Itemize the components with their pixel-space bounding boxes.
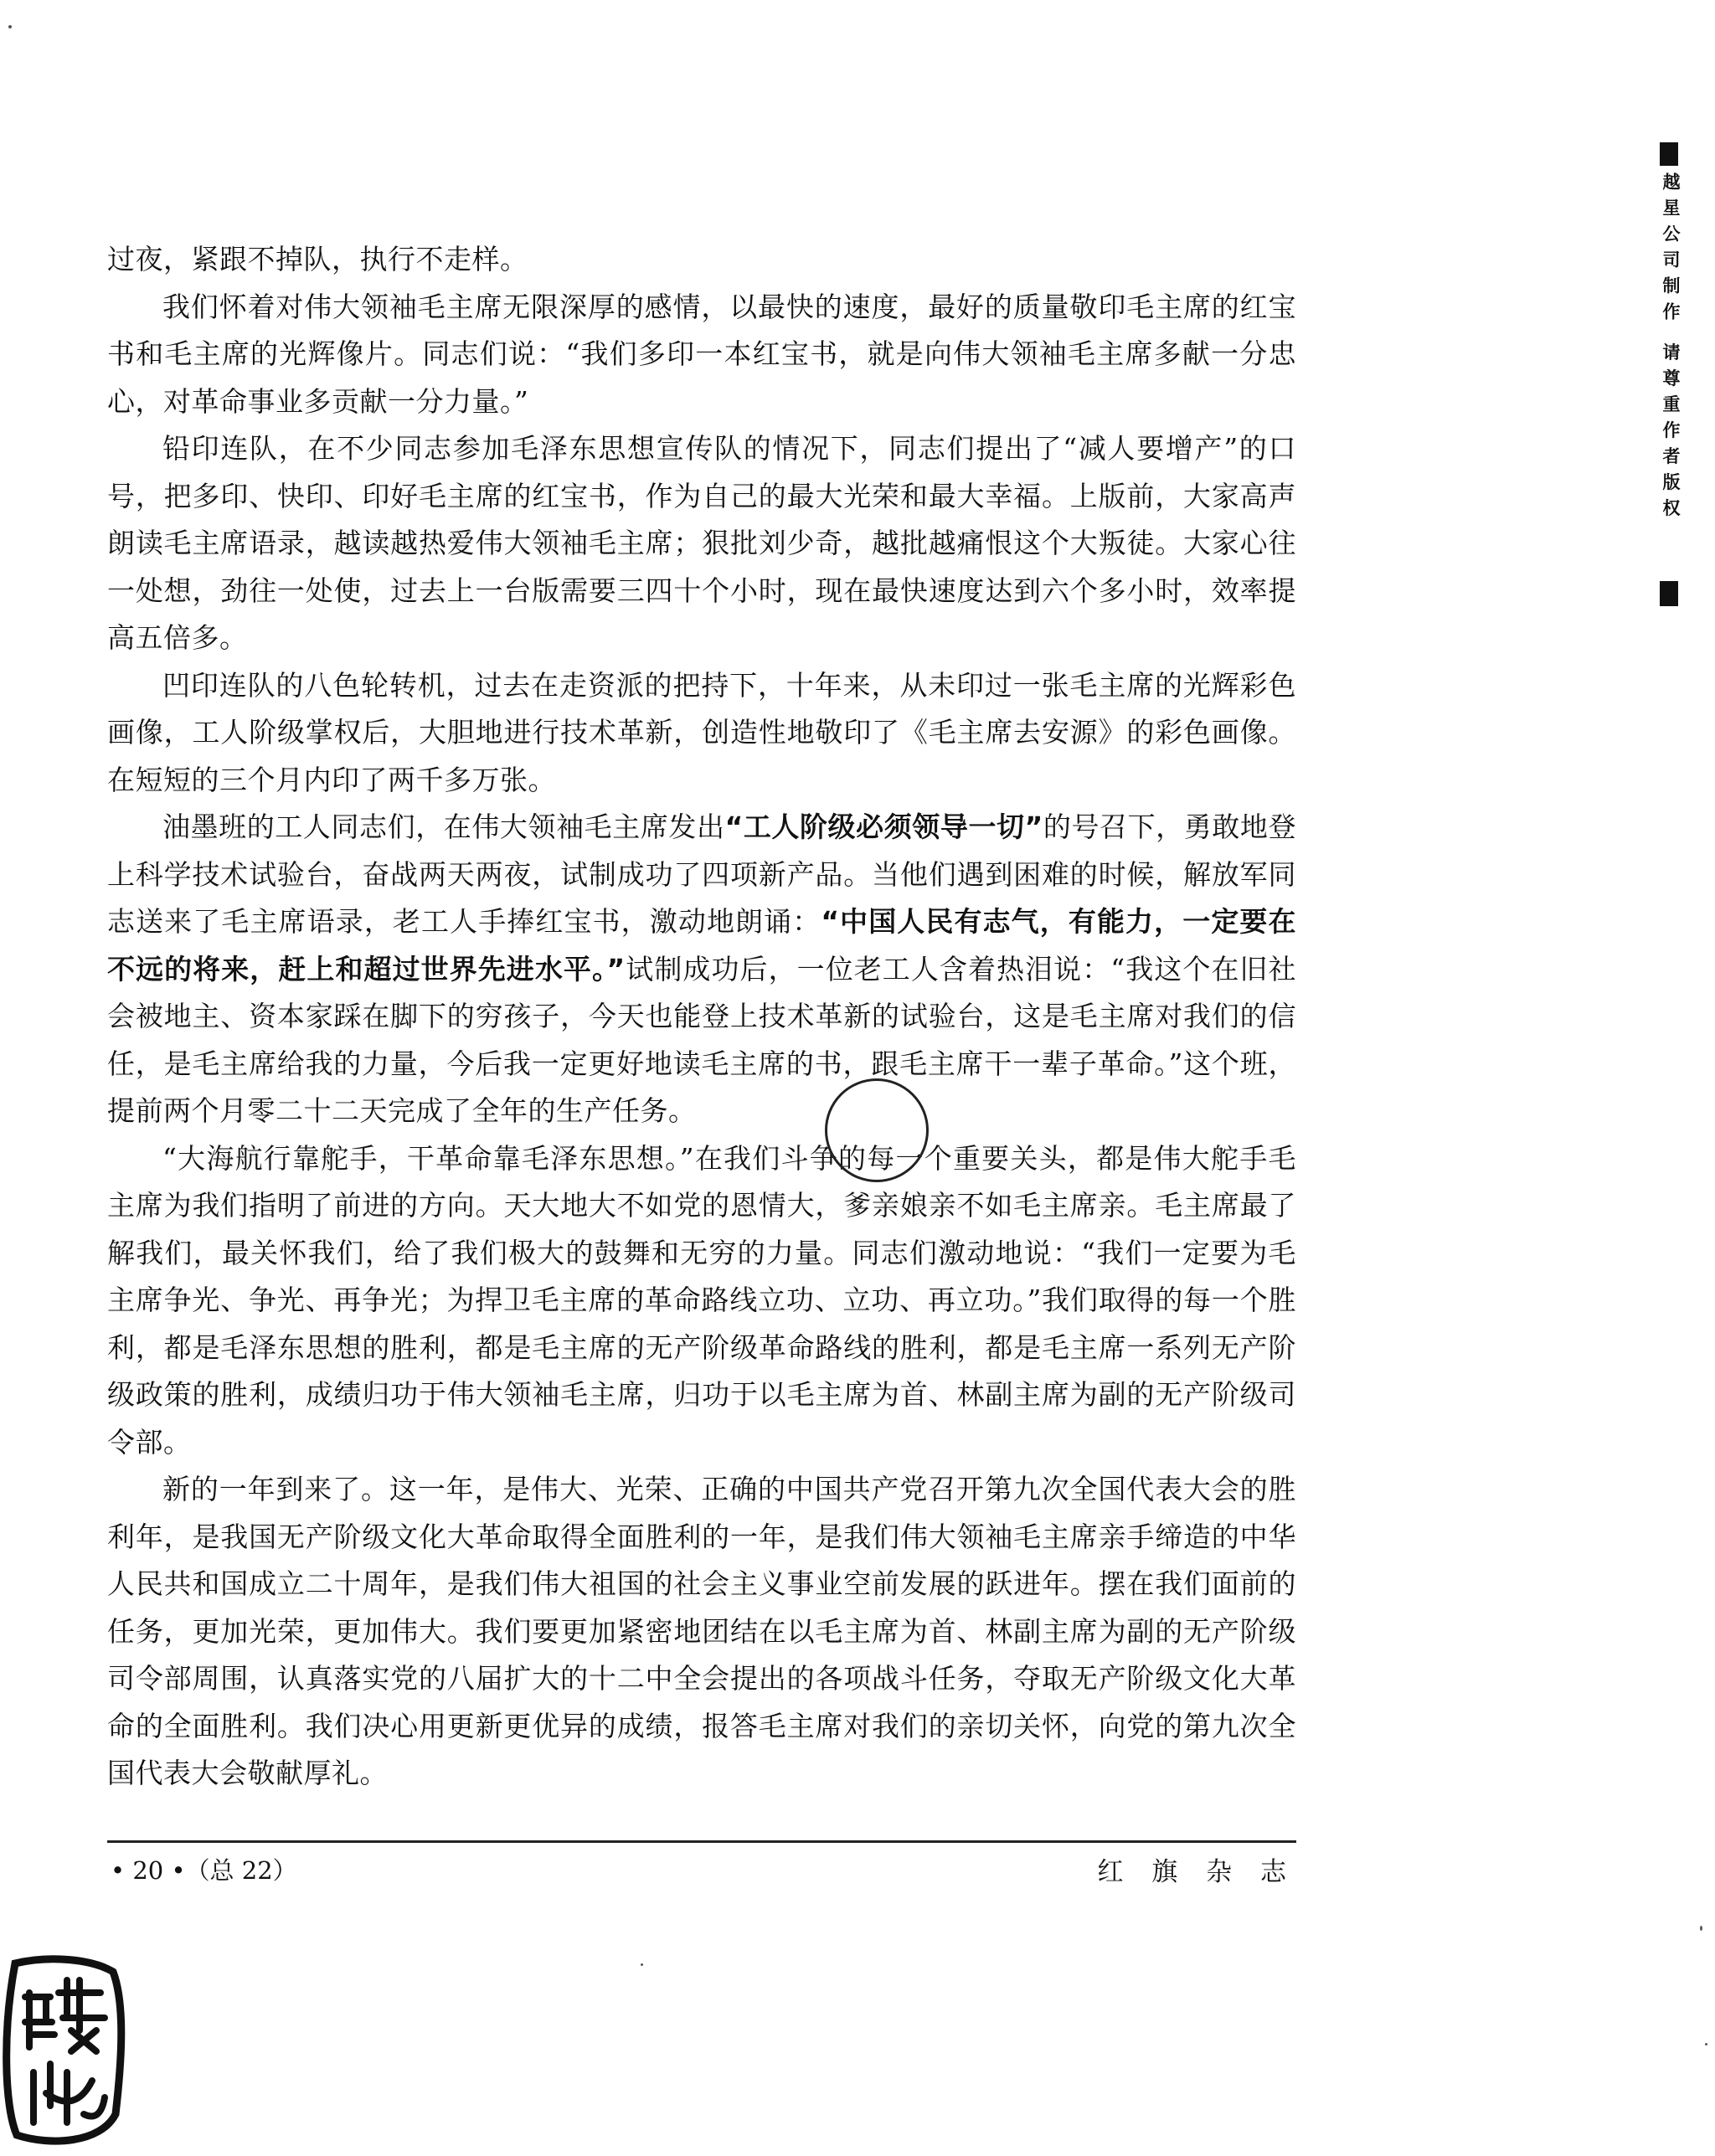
page-number: • 20 •（总 22）	[111, 1856, 297, 1885]
paragraph-2: 我们怀着对伟大领袖毛主席无限深厚的感情，以最快的速度，最好的质量敬印毛主席的红宝书和毛主席的光辉像片。同志们说：“我们多印一本红宝书，就是向伟大领袖毛主席多献一分忠心，对革命事业多贡献一分力量。”	[107, 290, 1296, 418]
side-copyright-banner	[1656, 142, 1682, 628]
article-body	[107, 236, 1296, 1798]
seal-stamp-icon	[0, 1955, 126, 2148]
paragraph-6: “大海航行靠舵手，干革命靠毛泽东思想。”在我们斗争的每一个重要关头，都是伟大舵手毛主席为我们指明了前进的方向。天大地大不如党的恩情大，爹亲娘亲不如毛主席亲。毛主席最了解我们，最关怀我们，给了我们极大的鼓舞和无穷的力量。同志们激动地说：“我们一定要为毛主席争光、争光、再争光；为捍卫毛主席的革命路线立功、立功、再立功。”我们取得的每一个胜利，都是毛泽东思想的胜利，都是毛主席的无产阶级革命路线的胜利，都是毛主席一系列无产阶级政策的胜利，成绩归功于伟大领袖毛主席，归功于以毛主席为首、林副主席为副的无产阶级司令部。	[107, 1141, 1296, 1459]
banner-bar-bottom	[1660, 581, 1678, 606]
scan-speck	[8, 25, 12, 28]
scan-speck	[1700, 1926, 1702, 1931]
paragraph-3: 铅印连队，在不少同志参加毛泽东思想宣传队的情况下，同志们提出了“减人要增产”的口号，把多印、快印、印好毛主席的红宝书，作为自己的最大光荣和最大幸福。上版前，大家高声朗读毛主席语录，越读越热爱伟大领袖毛主席；狠批刘少奇，越批越痛恨这个大叛徒。大家心往一处想，劲往一处使，过去上一台版需要三四十个小时，现在最快速度达到六个多小时，效率提高五倍多。	[107, 432, 1296, 654]
paragraph-5-text-e: 试制成功后，一位老工人含着热泪说：“我这个在旧社会被地主、资本家踩在脚下的穷孩子，今天也能登上技术革新的试验台，这是毛主席对我们的信任，是毛主席给我的力量，今后我一定更好地读毛主席的书，跟毛主席干一辈子革命。”这个班，提前两个月零二十二天完成了全年的生产任务。	[107, 952, 1296, 1127]
paragraph-5-text-a: 油墨班的工人同志们，在伟大领袖毛主席发出	[162, 810, 725, 843]
paragraph-1: 过夜，紧跟不掉队，执行不走样。	[107, 243, 528, 275]
paragraph-4: 凹印连队的八色轮转机，过去在走资派的把持下，十年来，从未印过一张毛主席的光辉彩色画像，工人阶级掌权后，大胆地进行技术革新，创造性地敬印了《毛主席去安源》的彩色画像。在短短的三个月内印了两千多万张。	[107, 668, 1296, 796]
quote-bold-2: “中国人民有志气，有能力，一定要在不远的将来，赶上和超过世界先进水平。”	[107, 905, 1296, 985]
paragraph-5-text-c: 的号召下，勇敢地登上科学技术试验台，奋战两天两夜，试制成功了四项新产品。当他们遇到困难的时候，解放军同志送来了毛主席语录，老工人手捧红宝书，激动地朗诵：	[107, 810, 1296, 938]
quote-bold-1: “工人阶级必须领导一切”	[724, 810, 1043, 843]
banner-text: 越星公司制作 请尊重作者版权	[1661, 172, 1681, 525]
scan-speck	[1705, 2043, 1707, 2045]
footer-rule	[107, 1840, 1296, 1843]
paragraph-5	[107, 804, 1296, 1135]
scan-speck	[641, 1963, 643, 1966]
banner-bar-top	[1660, 142, 1678, 166]
paragraph-7: 新的一年到来了。这一年，是伟大、光荣、正确的中国共产党召开第九次全国代表大会的胜利年，是我国无产阶级文化大革命取得全面胜利的一年，是我们伟大领袖毛主席亲手缔造的中华人民共和国成立二十周年，是我们伟大祖国的社会主义事业空前发展的跃进年。摆在我们面前的任务，更加光荣，更加伟大。我们要更加紧密地团结在以毛主席为首、林副主席为副的无产阶级司令部周围，认真落实党的八届扩大的十二中全会提出的各项战斗任务，夺取无产阶级文化大革命的全面胜利。我们决心用更新更优异的成绩，报答毛主席对我们的亲切关怀，向党的第九次全国代表大会敬献厚礼。	[107, 1473, 1296, 1789]
journal-name: 红 旗 杂 志	[1097, 1857, 1296, 1887]
